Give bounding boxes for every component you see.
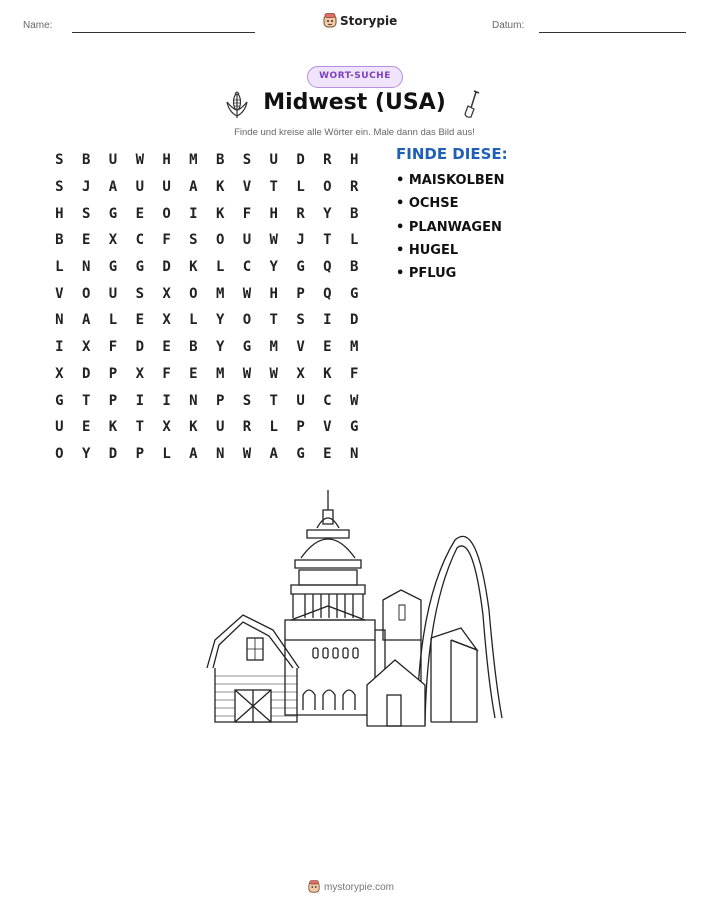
grid-letter[interactable]: N (55, 312, 64, 329)
grid-letter[interactable]: U (242, 232, 252, 249)
grid-letter[interactable]: V (55, 285, 64, 302)
grid-letter[interactable]: B (215, 152, 225, 169)
grid-letter[interactable]: X (108, 232, 118, 249)
grid-row (46, 227, 368, 254)
grid-letter[interactable]: E (323, 445, 332, 462)
grid-letter[interactable]: X (81, 339, 91, 356)
grid-letter[interactable]: A (81, 312, 91, 329)
grid-letter[interactable]: G (135, 259, 144, 276)
grid-letter[interactable]: A (189, 445, 198, 462)
grid-letter[interactable]: T (323, 232, 332, 249)
grid-letter[interactable]: G (108, 259, 118, 276)
grid-letter[interactable]: H (269, 285, 278, 302)
grid-letter[interactable]: K (215, 179, 225, 196)
grid-letter[interactable]: U (108, 152, 118, 169)
grid-letter[interactable]: D (108, 445, 118, 462)
grid-letter[interactable]: T (81, 392, 91, 409)
storypie-mascot-icon (323, 13, 337, 29)
grid-letter[interactable]: X (135, 365, 144, 382)
grid-letter[interactable]: B (55, 232, 64, 249)
grid-letter[interactable]: B (349, 205, 359, 222)
grid-letter[interactable]: S (135, 285, 144, 302)
grid-letter[interactable]: P (135, 445, 144, 462)
grid-row (46, 441, 368, 468)
grid-letter[interactable]: M (215, 365, 225, 382)
word-list (396, 145, 508, 289)
storypie-mascot-icon (308, 880, 320, 894)
grid-letter[interactable]: X (162, 285, 171, 302)
grid-letter[interactable]: R (296, 205, 305, 222)
grid-letter[interactable]: Y (215, 312, 225, 329)
grid-letter[interactable]: S (81, 205, 91, 222)
grid-letter[interactable]: W (135, 152, 144, 169)
grid-letter[interactable]: H (269, 205, 278, 222)
grid-row (46, 147, 368, 174)
grid-letter[interactable]: M (269, 339, 278, 356)
grid-row (46, 307, 368, 334)
grid-letter[interactable]: S (242, 392, 252, 409)
word-list-title: FINDE DIESE: (396, 145, 508, 163)
grid-letter[interactable]: Q (323, 259, 332, 276)
brand-logo (323, 13, 397, 29)
grid-letter[interactable]: X (296, 365, 305, 382)
word-list-item: • MAISKOLBEN (396, 173, 505, 188)
grid-letter[interactable]: G (242, 339, 252, 356)
grid-letter[interactable]: I (189, 205, 198, 222)
grid-letter[interactable]: M (215, 285, 225, 302)
grid-letter[interactable]: D (296, 152, 305, 169)
grid-letter[interactable]: W (349, 392, 359, 409)
shovel-icon (462, 90, 484, 124)
grid-letter[interactable]: U (269, 152, 278, 169)
grid-row (46, 334, 368, 361)
grid-letter[interactable]: A (269, 445, 278, 462)
grid-letter[interactable]: P (108, 392, 118, 409)
grid-letter[interactable]: P (108, 365, 118, 382)
grid-letter[interactable]: N (189, 392, 198, 409)
grid-letter[interactable]: H (349, 152, 359, 169)
grid-letter[interactable]: B (81, 152, 91, 169)
grid-letter[interactable]: F (162, 232, 171, 249)
grid-letter[interactable]: K (215, 205, 225, 222)
grid-letter[interactable]: O (81, 285, 91, 302)
grid-letter[interactable]: Q (323, 285, 332, 302)
grid-letter[interactable]: A (189, 179, 198, 196)
grid-letter[interactable]: K (189, 419, 198, 436)
grid-letter[interactable]: L (269, 419, 278, 436)
grid-letter[interactable]: S (55, 152, 64, 169)
name-line (72, 32, 255, 33)
grid-letter[interactable]: W (269, 232, 278, 249)
grid-letter[interactable]: U (215, 419, 225, 436)
grid-letter[interactable]: R (323, 152, 332, 169)
grid-letter[interactable]: E (323, 339, 332, 356)
grid-letter[interactable]: E (81, 232, 91, 249)
grid-letter[interactable]: L (189, 312, 198, 329)
grid-letter[interactable]: O (55, 445, 64, 462)
grid-letter[interactable]: F (242, 205, 252, 222)
grid-letter[interactable]: X (162, 312, 171, 329)
grid-letter[interactable]: M (349, 339, 359, 356)
grid-letter[interactable]: F (162, 365, 171, 382)
grid-letter[interactable]: S (242, 152, 252, 169)
grid-letter[interactable]: V (296, 339, 305, 356)
footer (308, 880, 394, 894)
grid-letter[interactable]: N (81, 259, 91, 276)
grid-letter[interactable]: U (108, 285, 118, 302)
grid-letter[interactable]: R (349, 179, 359, 196)
grid-letter[interactable]: G (296, 445, 305, 462)
grid-letter[interactable]: G (349, 285, 359, 302)
grid-letter[interactable]: B (189, 339, 198, 356)
grid-letter[interactable]: U (162, 179, 171, 196)
grid-letter[interactable]: D (81, 365, 91, 382)
word-list-item: • PFLUG (396, 266, 457, 282)
grid-letter[interactable]: I (323, 312, 332, 329)
grid-letter[interactable]: L (108, 312, 118, 329)
brand-name: Storypie (340, 14, 398, 28)
grid-letter[interactable]: P (296, 285, 305, 302)
grid-letter[interactable]: U (135, 179, 144, 196)
grid-letter[interactable]: O (242, 312, 252, 329)
grid-letter[interactable]: K (189, 259, 198, 276)
grid-letter[interactable]: O (162, 205, 171, 222)
grid-letter[interactable]: X (55, 365, 64, 382)
grid-letter[interactable]: V (242, 179, 252, 196)
date-label: Datum: (492, 20, 525, 31)
grid-letter[interactable]: E (81, 419, 91, 436)
grid-letter[interactable]: P (215, 392, 225, 409)
grid-letter[interactable]: I (135, 392, 144, 409)
grid-letter[interactable]: W (242, 445, 252, 462)
grid-letter[interactable]: L (55, 259, 64, 276)
grid-letter[interactable]: B (349, 259, 359, 276)
instructions-text: Finde und kreise alle Wörter ein. Male dann das Bild aus! (234, 127, 475, 138)
grid-letter[interactable]: G (108, 205, 118, 222)
word-list-item: • HUGEL (396, 242, 459, 258)
grid-letter[interactable]: K (323, 365, 332, 382)
grid-letter[interactable]: T (269, 392, 278, 409)
grid-row (46, 174, 368, 201)
date-line (539, 32, 686, 33)
grid-letter[interactable]: W (269, 365, 278, 382)
grid-letter[interactable]: L (349, 232, 359, 249)
grid-letter[interactable]: U (296, 392, 305, 409)
grid-letter[interactable]: L (162, 445, 171, 462)
grid-letter[interactable]: L (215, 259, 225, 276)
grid-row (46, 200, 368, 227)
grid-letter[interactable]: F (349, 365, 359, 382)
grid-letter[interactable]: P (296, 419, 305, 436)
word-list-item: • OCHSE (396, 196, 459, 212)
grid-letter[interactable]: Y (269, 259, 278, 276)
grid-row (46, 387, 368, 414)
grid-letter[interactable]: C (135, 232, 144, 249)
grid-letter[interactable]: J (81, 179, 91, 196)
footer-url: mystorypie.com (324, 881, 395, 893)
grid-letter[interactable]: O (323, 179, 332, 196)
grid-row (46, 280, 368, 307)
page-title: Midwest (USA) (263, 90, 446, 115)
word-search-grid (46, 147, 368, 467)
grid-letter[interactable]: S (189, 232, 198, 249)
grid-letter[interactable]: T (269, 312, 278, 329)
grid-letter[interactable]: O (189, 285, 198, 302)
grid-letter[interactable]: D (162, 259, 171, 276)
name-label: Name: (23, 20, 53, 31)
grid-letter[interactable]: L (296, 179, 305, 196)
grid-row (46, 361, 368, 388)
grid-letter[interactable]: E (189, 365, 198, 382)
activity-badge: WORT-SUCHE (307, 66, 403, 88)
grid-letter[interactable]: G (55, 392, 64, 409)
grid-letter[interactable]: M (189, 152, 198, 169)
grid-letter[interactable]: T (269, 179, 278, 196)
grid-letter[interactable]: S (55, 179, 64, 196)
grid-letter[interactable]: N (215, 445, 225, 462)
grid-letter[interactable]: W (242, 365, 252, 382)
grid-letter[interactable]: C (242, 259, 252, 276)
grid-letter[interactable]: V (323, 419, 332, 436)
grid-letter[interactable]: D (349, 312, 359, 329)
grid-letter[interactable]: I (162, 392, 171, 409)
grid-letter[interactable]: E (135, 205, 144, 222)
grid-letter[interactable]: K (108, 419, 118, 436)
grid-letter[interactable]: H (55, 205, 64, 222)
grid-letter[interactable]: T (135, 419, 144, 436)
grid-letter[interactable]: H (162, 152, 171, 169)
grid-letter[interactable]: G (349, 419, 359, 436)
grid-letter[interactable]: S (296, 312, 305, 329)
grid-letter[interactable]: W (242, 285, 252, 302)
grid-letter[interactable]: Y (215, 339, 225, 356)
grid-letter[interactable]: O (215, 232, 225, 249)
word-list-item: • PLANWAGEN (396, 219, 502, 235)
grid-letter[interactable]: G (296, 259, 305, 276)
grid-letter[interactable]: Y (81, 445, 91, 462)
grid-letter[interactable]: Y (323, 205, 332, 222)
grid-letter[interactable]: J (296, 232, 305, 249)
grid-letter[interactable]: X (162, 419, 171, 436)
grid-letter[interactable]: D (135, 339, 144, 356)
grid-letter[interactable]: A (108, 179, 118, 196)
grid-letter[interactable]: E (162, 339, 171, 356)
grid-row (46, 254, 368, 281)
grid-letter[interactable]: I (55, 339, 64, 356)
grid-letter[interactable]: E (135, 312, 144, 329)
grid-letter[interactable]: U (55, 419, 64, 436)
grid-letter[interactable]: C (323, 392, 332, 409)
grid-letter[interactable]: F (108, 339, 118, 356)
grid-row (46, 414, 368, 441)
midwest-landmarks-illustration (205, 490, 510, 734)
grid-letter[interactable]: N (349, 445, 359, 462)
grid-letter[interactable]: R (242, 419, 252, 436)
